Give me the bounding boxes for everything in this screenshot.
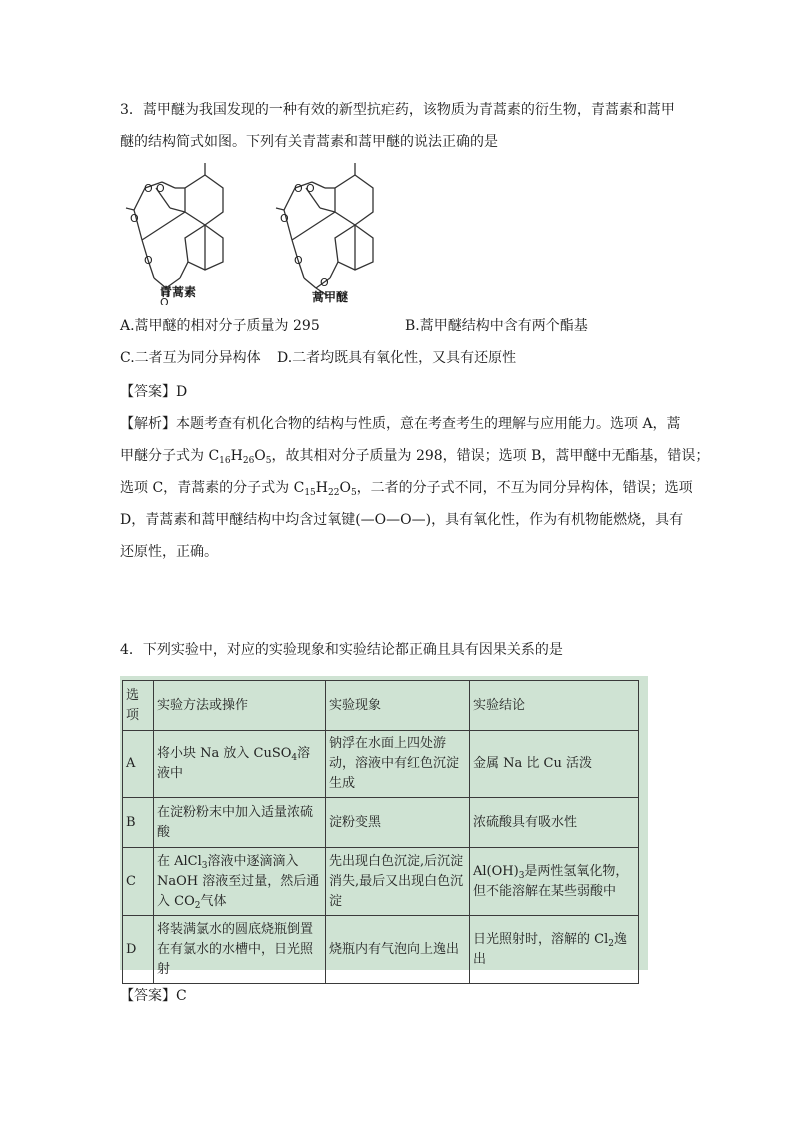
artemisinin-label: 青蒿素 [160, 285, 197, 299]
cell-method: 在 AlCl$_3$溶液中逐滴滴入 NaOH 溶液至过量，然后通入 $CO_2$气体 [154, 848, 326, 916]
table-row [123, 731, 639, 798]
q3-analysis-line-1: 【解析】本题考查有机化合物的结构与性质，意在考查考生的理解与应用能力。选项 A，蒿 [120, 416, 681, 432]
q3-analysis-line-5: 还原性，正确。 [120, 544, 218, 560]
cell-conclusion: 金属 Na 比 Cu 活泼 [470, 731, 639, 798]
artemether-structure-figure [270, 160, 390, 300]
table-row [123, 848, 639, 916]
q4-experiment-table-image [120, 676, 648, 977]
cell-option: C [123, 848, 154, 916]
q4-answer: 【答案】C [120, 988, 187, 1004]
svg-text:O: O [306, 182, 315, 195]
cell-option: A [123, 731, 154, 798]
q3-option-b: B.蒿甲醚结构中含有两个酯基 [405, 318, 588, 334]
svg-text:O: O [130, 212, 139, 225]
q3-option-a: A.蒿甲醚的相对分子质量为 295 [120, 318, 320, 334]
q3-option-c: C.二者互为同分异构体 [120, 350, 261, 366]
svg-text:O: O [144, 182, 153, 195]
q3-analysis-line-4: D，青蒿素和蒿甲醚结构中均含过氧键(—O—O—)，具有氧化性，作为有机物能燃烧，具有 [120, 512, 684, 528]
q3-stem-line-2: 醚的结构简式如图。下列有关青蒿素和蒿甲醚的说法正确的是 [120, 134, 498, 150]
q3-stem-line-1: 3．蒿甲醚为我国发现的一种有效的新型抗疟药，该物质为青蒿素的衍生物，青蒿素和蒿甲 [120, 102, 675, 118]
table-header-row [123, 681, 639, 731]
header-conclusion: 实验结论 [470, 681, 639, 731]
svg-text:O: O [280, 212, 289, 225]
svg-text:O: O [294, 254, 303, 267]
svg-text:O: O [320, 276, 329, 289]
table-row [123, 916, 639, 984]
cell-phenomenon: 烧瓶内有气泡向上逸出 [326, 916, 470, 984]
cell-method: 将小块 Na 放入 CuSO$_4$溶液中 [154, 731, 326, 798]
svg-text:O: O [294, 182, 303, 195]
cell-option: D [123, 916, 154, 984]
cell-conclusion: 浓硫酸具有吸水性 [470, 798, 639, 848]
cell-phenomenon: 钠浮在水面上四处游动，溶液中有红色沉淀生成 [326, 731, 470, 798]
header-phenomenon: 实验现象 [326, 681, 470, 731]
cell-method: 在淀粉粉末中加入适量浓硫酸 [154, 798, 326, 848]
cell-conclusion: $Al(OH)_3$是两性氢氧化物，但不能溶解在某些弱酸中 [470, 848, 639, 916]
table-row [123, 798, 639, 848]
q3-analysis-line-2: 甲醚分子式为 $C_{16}H_{26}O_5$，故其相对分子质量为 298，错误；选项 B，蒿甲醚中无酯基，错误； [120, 448, 710, 466]
q3-answer: 【答案】D [120, 384, 188, 400]
cell-option: B [123, 798, 154, 848]
svg-text:O: O [160, 296, 169, 305]
q3-option-d: D.二者均既具有氧化性，又具有还原性 [277, 350, 517, 366]
q4-experiment-table [122, 680, 639, 984]
q4-stem: 4．下列实验中，对应的实验现象和实验结论都正确且具有因果关系的是 [120, 642, 563, 658]
svg-text:O: O [144, 254, 153, 267]
artemether-label: 蒿甲醚 [312, 290, 349, 304]
cell-phenomenon: 先出现白色沉淀,后沉淀消失,最后又出现白色沉淀 [326, 848, 470, 916]
cell-phenomenon: 淀粉变黑 [326, 798, 470, 848]
q3-analysis-line-3: 选项 C，青蒿素的分子式为 $C_{15}H_{22}O_5$，二者的分子式不同，不互为同分异构体，错误；选项 [120, 480, 693, 498]
svg-text:O: O [156, 182, 165, 195]
header-option: 选项 [123, 681, 154, 731]
cell-conclusion: 日光照射时，溶解的 $Cl_2$逸出 [470, 916, 639, 984]
header-method: 实验方法或操作 [154, 681, 326, 731]
cell-method: 将装满氯水的圆底烧瓶倒置在有氯水的水槽中，日光照射 [154, 916, 326, 984]
